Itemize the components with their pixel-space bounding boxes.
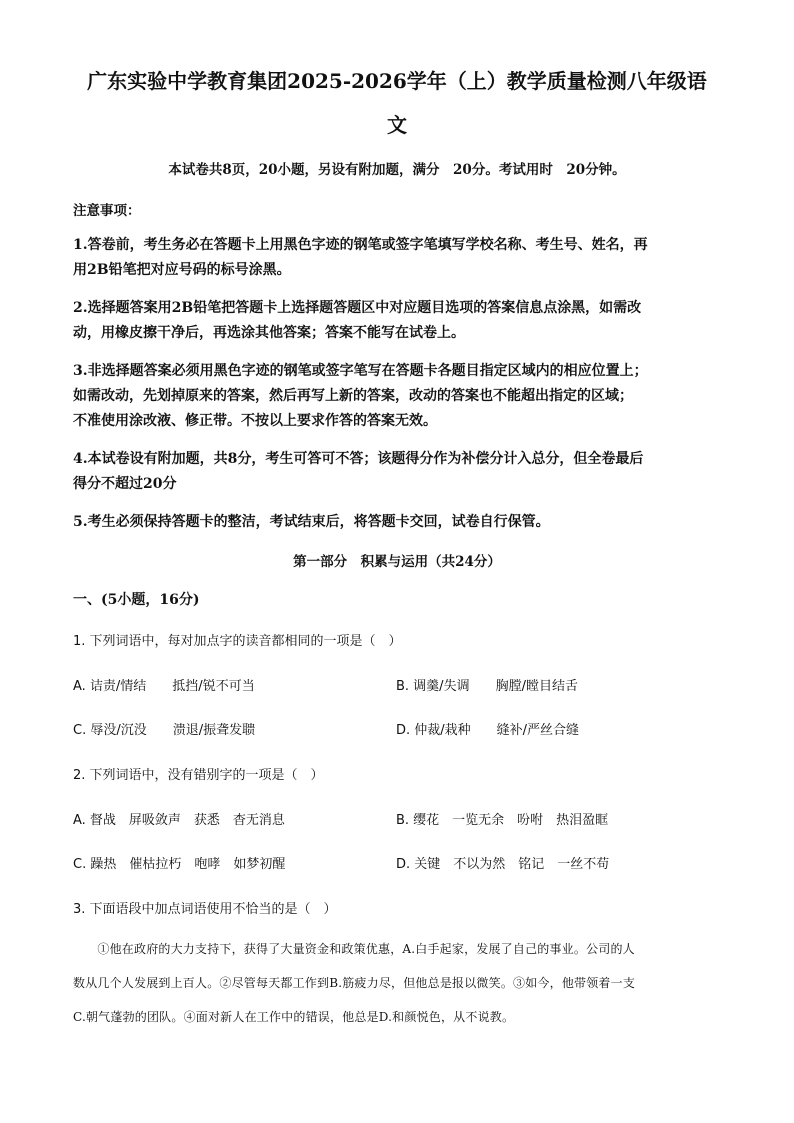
notice-line: 用2B铅笔把对应号码的标号涂黑。 (73, 262, 291, 278)
question-2-option-a: A. 督战 屏吸敛声 获悉 杳无消息 (73, 813, 285, 828)
question-3-passage-line: ①他在政府的大力支持下，获得了大量资金和政策优惠，A.白手起家，发展了自己的事业。公司的人 (73, 942, 635, 956)
notice-line: 2.选择题答案用2B铅笔把答题卡上选择题答题区中对应题目选项的答案信息点涂黑，如需改 (73, 300, 642, 316)
notice-line: 动，用橡皮擦干净后，再选涂其他答案；答案不能写在试卷上。 (73, 325, 465, 341)
part1-heading: 第一部分 积累与运用（共24分） (293, 554, 501, 570)
question-1-option-a: A. 诘责/情结 抵挡/锐不可当 (73, 679, 255, 694)
question-1-option-d: D. 仲裁/栽种 缝补/严丝合缝 (396, 723, 580, 738)
question-3-passage-line: C.朝气蓬勃的团队。④面对新人在工作中的错误，他总是D.和颜悦色，从不说教。 (73, 1010, 515, 1024)
notice-line: 得分不超过20分 (73, 476, 177, 492)
question-2-option-c: C. 躁热 催枯拉朽 咆哮 如梦初醒 (73, 857, 286, 872)
exam-intro: 本试卷共8页，20小题，另设有附加题，满分 20分。考试用时 20分钟。 (168, 162, 626, 178)
notice-line: 5.考生必须保持答题卡的整洁，考试结束后，将答题卡交回，试卷自行保管。 (73, 514, 550, 530)
question-3-stem: 3. 下面语段中加点词语使用不恰当的是（ ） (73, 902, 337, 917)
notice-line: 4.本试卷设有附加题，共8分，考生可答可不答；该题得分作为补偿分计入总分，但全卷最后 (73, 451, 644, 467)
question-2-stem: 2. 下列词语中，没有错别字的一项是（ ） (73, 768, 324, 783)
question-1-stem: 1. 下列词语中，每对加点字的读音都相同的一项是（ ） (73, 634, 402, 649)
notice-line: 3.非选择题答案必须用黑色字迹的钢笔或签字笔写在答题卡各题目指定区域内的相应位置上； (73, 363, 648, 379)
question-2-option-d: D. 关键 不以为然 铭记 一丝不苟 (396, 857, 610, 872)
question-1-option-c: C. 辱没/沉没 溃退/振聋发聩 (73, 723, 256, 738)
exam-title-line2: 文 (387, 113, 407, 137)
question-3-passage-line: 数从几个人发展到上百人。②尽管每天都工作到B.筋疲力尽，但他总是报以微笑。③如今，他带领着一支 (73, 976, 636, 990)
question-2-option-b: B. 缨花 一览无余 吩咐 热泪盈眶 (396, 813, 609, 828)
exam-title-line1: 广东实验中学教育集团2025-2026学年（上）教学质量检测八年级语 (87, 69, 707, 93)
notice-heading: 注意事项： (73, 203, 141, 219)
section1-heading: 一、(5小题，16分) (73, 592, 200, 608)
notice-line: 1.答卷前，考生务必在答题卡上用黑色字迹的钢笔或签字笔填写学校名称、考生号、姓名，再 (73, 237, 648, 253)
notice-line: 如需改动，先划掉原来的答案，然后再写上新的答案，改动的答案也不能超出指定的区域； (73, 388, 633, 404)
question-1-option-b: B. 调羹/失调 胸膛/瞠目结舌 (396, 679, 578, 694)
notice-line: 不准使用涂改液、修正带。不按以上要求作答的答案无效。 (73, 413, 437, 429)
